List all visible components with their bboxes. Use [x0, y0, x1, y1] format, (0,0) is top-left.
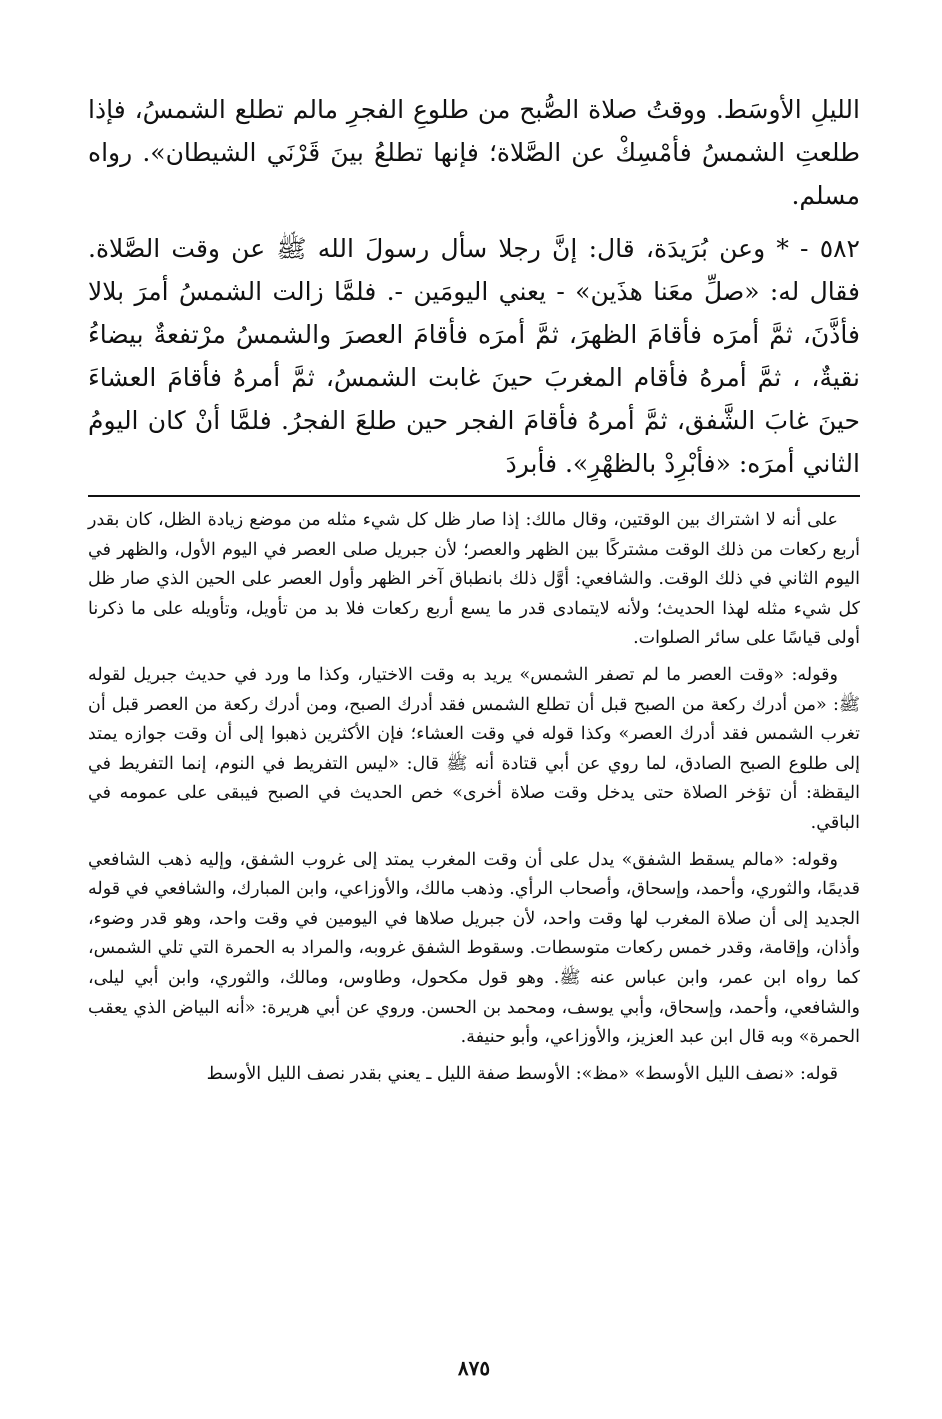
note-paragraph: وقوله: «مالم يسقط الشفق» يدل على أن وقت المغرب يمتد إلى غروب الشفق، وإليه ذهب الشافعي قديمًا، والثوري، وأحمد، وإسحاق، وأصحاب الرأي. وذهب مالك، والأوزاعي، وابن المبارك، والشافعي في قوله الجديد إلى أن صلاة المغرب لها وقت واحد، لأن جبريل صلاها في اليومين في وقت واحد، وهو قدر وضوء، وأذان، وإقامة، وقدر خمس ركعات متوسطات. وسقوط الشفق غروبه، والمراد به الحمرة التي تلي الشمس، كما رواه ابن عمر، وابن عباس عنه ﷺ. وهو قول مكحول، وطاوس، ومالك، والثوري، وابن أبي ليلى، والشافعي، وأحمد، وإسحاق، وأبي يوسف، ومحمد بن الحسن. وروي عن أبي هريرة: «أنه البياض الذي يعقب الحمرة» وبه قال ابن عبد العزيز، والأوزاعي، وأبو حنيفة. — [88, 849, 860, 1048]
note-paragraph: على أنه لا اشتراك بين الوقتين، وقال مالك: إذا صار ظل كل شيء مثله من موضع زيادة الظل، كان بقدر أربع ركعات من ذلك الوقت مشتركًا بين الظهر والعصر؛ لأن جبريل صلى العصر في اليوم الأول، والظهر في اليوم الثاني في ذلك الوقت. والشافعي: أوَّل ذلك بانطباق آخر الظهر وأول العصر على الحين الذي صار ظل كل شيء مثله لهذا الحديث؛ ولأنه لايتمادى قدر ما يسع أربع ركعات فلا بد من تأويل، وتأويله على ما ذكرنا أولى قياسًا على سائر الصلوات. — [88, 510, 860, 649]
main-paragraph: الليلِ الأوسَط. ووقتُ صلاة الصُّبح من طلوعِ الفجرِ مالم تطلع الشمسُ، فإذا طلعتِ الشمسُ فأمْسِكْ عن الصَّلاة؛ فإنها تطلعُ بينَ قَرْنَي الشيطان». رواه مسلم. — [88, 95, 860, 210]
page-number: ٨٧٥ — [457, 1356, 491, 1380]
note-paragraph: وقوله: «وقت العصر ما لم تصفر الشمس» يريد به وقت الاختيار، وكذا ما ورد في حديث جبريل لقوله ﷺ: «من أدرك ركعة من الصبح قبل أن تطلع الشمس فقد أدرك الصبح، ومن أدرك ركعة من العصر قبل أن تغرب الشمس فقد أدرك العصر» وكذا قوله في وقت العشاء؛ فإن الأكثرين ذهبوا إلى أن وقت جوازه يمتد إلى طلوع الصبح الصادق، لما روي عن أبي قتادة أنه ﷺ قال: «ليس التفريط في النوم، إنما التفريط في اليقظة: أن تؤخر الصلاة حتى يدخل وقت صلاة أخرى» خص الحديث في الصبح فيبقى على عمومه في الباقي. — [88, 664, 860, 833]
hadith-582-paragraph: ٥٨٢ - * وعن بُرَيدَة، قال: إنَّ رجلا سأل رسولَ الله ﷺ عن وقت الصَّلاة. فقال له: «صلِّ معَنا هذَين» - يعني اليومَين -. فلمَّا زالت الشمسُ أمرَ بلالا فأذَّنَ، ثمَّ أمرَه فأقامَ الظهرَ، ثمَّ أمرَه فأقامَ العصرَ والشمسُ مرْتفعةٌ بيضاءُ نقيةٌ، ، ثمَّ أمرهُ فأقام المغربَ حينَ غابت الشمسُ، ثمَّ أمرهُ فأقامَ العشاءَ حينَ غابَ الشَّفق، ثمَّ أمرهُ فأقامَ الفجر حين طلعَ الفجرُ. فلمَّا أنْ كان اليومُ الثاني أمرَه: «فأبْرِدْ بالظهْرِ». فأبردَ — [88, 234, 860, 478]
commentary-notes — [88, 506, 860, 1089]
book-page — [88, 88, 860, 1398]
main-text — [88, 88, 860, 485]
footnote-divider — [88, 495, 860, 497]
note-paragraph: قوله: «نصف الليل الأوسط» «مظ»: الأوسط صفة الليل ـ يعني بقدر نصف الليل الأوسط — [206, 1063, 838, 1084]
